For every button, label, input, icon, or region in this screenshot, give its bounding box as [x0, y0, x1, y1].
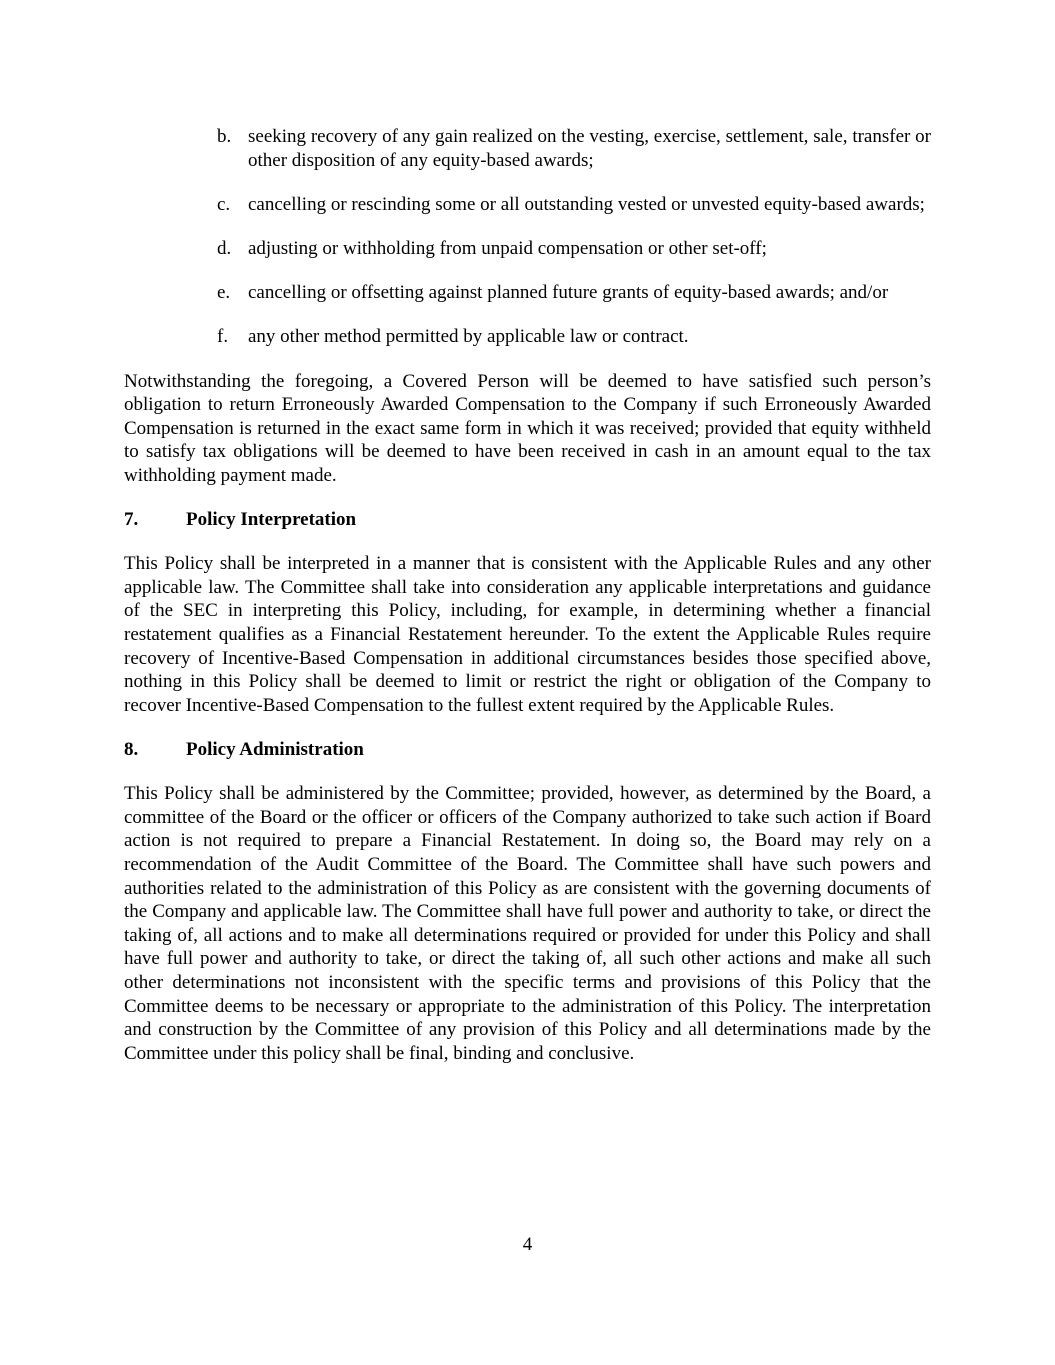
- section-7-heading: [124, 508, 931, 532]
- list-item-text: adjusting or withholding from unpaid compensation or other set-off;: [248, 237, 767, 259]
- page-number: 4: [522, 1234, 533, 1255]
- list-item: [124, 325, 931, 349]
- list-item: [124, 281, 931, 305]
- list-marker: f.: [217, 326, 229, 348]
- list-item-text: cancelling or offsetting against planned future grants of equity-based awards; and/or: [248, 282, 889, 304]
- section-number: 7.: [124, 509, 139, 531]
- section-number: 8.: [124, 739, 139, 761]
- notwithstanding-paragraph: Notwithstanding the foregoing, a Covered Person will be deemed to have satisfied such person’s obligation to return Erroneously Awarded Compensation to the Company if such Erroneously Awarded Compensation is returned in the exact same form in which it was received; provided that equity withheld to satisfy tax obligations will be deemed to have been received in cash in an amount equal to the tax withholding payment made.: [124, 370, 931, 486]
- section-title: Policy Interpretation: [186, 509, 357, 531]
- section-8-body: This Policy shall be administered by the Committee; provided, however, as determined by the Board, a committee of the Board or the officer or officers of the Company authorized to take such action if Board action is not required to prepare a Financial Restatement. In doing so, the Board may rely on a recommendation of the Audit Committee of the Board. The Committee shall have such powers and authorities related to the administration of this Policy as are consistent with the governing documents of the Company and applicable law. The Committee shall have full power and authority to take, or direct the taking of, all actions and to make all determinations required or provided for under this Policy and shall have full power and authority to take, or direct the taking of, all such other actions and make all such other determinations not inconsistent with the specific terms and provisions of this Policy that the Committee deems to be necessary or appropriate to the administration of this Policy. The interpretation and construction by the Committee of any provision of this Policy and all determinations made by the Committee under this policy shall be final, binding and conclusive.: [124, 783, 931, 1064]
- list-marker: c.: [217, 193, 231, 215]
- list-item: [124, 237, 931, 261]
- list-marker: d.: [217, 237, 232, 259]
- page-content: [124, 125, 931, 1086]
- section-7-body: This Policy shall be interpreted in a manner that is consistent with the Applicable Rules and any other applicable law. The Committee shall take into consideration any applicable interpretations and guidance of the SEC in interpreting this Policy, including, for example, in determining whether a financial restatement qualifies as a Financial Restatement hereunder. To the extent the Applicable Rules require recovery of Incentive-Based Compensation in additional circumstances besides those specified above, nothing in this Policy shall be deemed to limit or restrict the right or obligation of the Company to recover Incentive-Based Compensation to the fullest extent required by the Applicable Rules.: [124, 553, 931, 716]
- list-item: [124, 193, 931, 217]
- list-marker: b.: [217, 126, 232, 147]
- section-title: Policy Administration: [186, 739, 364, 761]
- list-item-text: any other method permitted by applicable law or contract.: [248, 326, 689, 348]
- list-item-text: cancelling or rescinding some or all outstanding vested or unvested equity-based awards;: [248, 193, 925, 215]
- list-item-text: seeking recovery of any gain realized on the vesting, exercise, settlement, sale, transfer or other disposition of any equity-based awards;: [248, 126, 931, 171]
- list-marker: e.: [217, 282, 231, 304]
- section-8-heading: [124, 738, 931, 762]
- recovery-methods-list: [124, 125, 931, 349]
- list-item: [124, 125, 931, 172]
